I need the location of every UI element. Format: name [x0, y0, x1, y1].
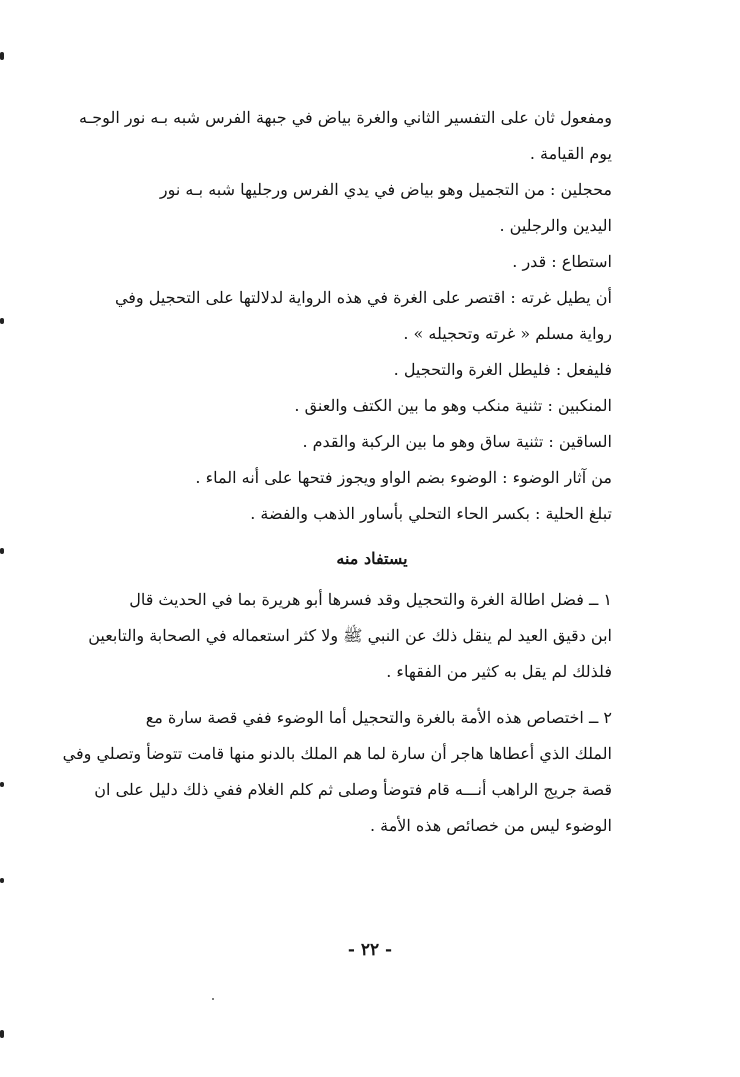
scan-speck	[212, 998, 214, 1000]
text-line: فلذلك لم يقل به كثير من الفقهاء .	[386, 662, 612, 681]
text-line: من آثار الوضوء : الوضوء بضم الواو ويجوز فتحها على أنه الماء .	[195, 468, 612, 487]
text-line: يوم القيامة .	[529, 144, 612, 163]
scan-edge-mark	[0, 52, 4, 60]
text-line: ومفعول ثان على التفسير الثاني والغرة بياض في جبهة الفرس شبه بـه نور الوجـه	[79, 108, 612, 127]
text-line: ابن دقيق العيد لم ينقل ذلك عن النبي ﷺ ولا كثر استعماله في الصحابة والتابعين	[88, 626, 612, 645]
section-heading: يستفاد منه	[336, 549, 408, 568]
page-number: - ٢٢ -	[347, 940, 393, 960]
text-line: أن يطيل غرته : اقتصر على الغرة في هذه الرواية لدلالتها على التحجيل وفي	[114, 288, 612, 307]
scan-edge-mark	[0, 548, 4, 554]
vocabulary-section	[79, 100, 612, 532]
text-line: استطاع : قدر .	[512, 252, 612, 271]
text-line: فليفعل : فليطل الغرة والتحجيل .	[393, 360, 612, 379]
scan-edge-mark	[0, 318, 4, 324]
scan-edge-mark	[0, 782, 4, 787]
text-line: اليدين والرجلين .	[499, 216, 612, 235]
scan-edge-mark	[0, 1030, 4, 1038]
text-line: رواية مسلم « غرته وتحجيله » .	[403, 324, 612, 343]
text-line: قصة جريج الراهب أنـــه قام فتوضأ وصلى ثم كلم الغلام ففي ذلك دليل على ان	[94, 780, 612, 799]
scan-edge-mark	[0, 878, 4, 883]
benefit-paragraph-2	[62, 700, 612, 844]
text-line: الوضوء ليس من خصائص هذه الأمة .	[369, 816, 612, 835]
page-body	[62, 100, 612, 844]
text-line: المنكبين : تثنية منكب وهو ما بين الكتف والعنق .	[294, 396, 612, 415]
text-line: محجلين : من التجميل وهو بياض في يدي الفرس ورجليها شبه بـه نور	[159, 180, 612, 199]
text-line: الملك الذي أعطاها هاجر أن سارة لما هم الملك بالدنو منها قامت تتوضأ وتصلي وفي	[62, 744, 612, 763]
text-line: الساقين : تثنية ساق وهو ما بين الركبة والقدم .	[302, 432, 612, 451]
benefit-paragraph-1	[88, 582, 612, 690]
text-line: ١ ــ فضل اطالة الغرة والتحجيل وقد فسرها أبو هريرة بما في الحديث قال	[129, 590, 612, 609]
text-line: تبلغ الحلية : بكسر الحاء التحلي بأساور الذهب والفضة .	[250, 504, 612, 523]
text-line: ٢ ــ اختصاص هذه الأمة بالغرة والتحجيل أما الوضوء ففي قصة سارة مع	[145, 708, 612, 727]
